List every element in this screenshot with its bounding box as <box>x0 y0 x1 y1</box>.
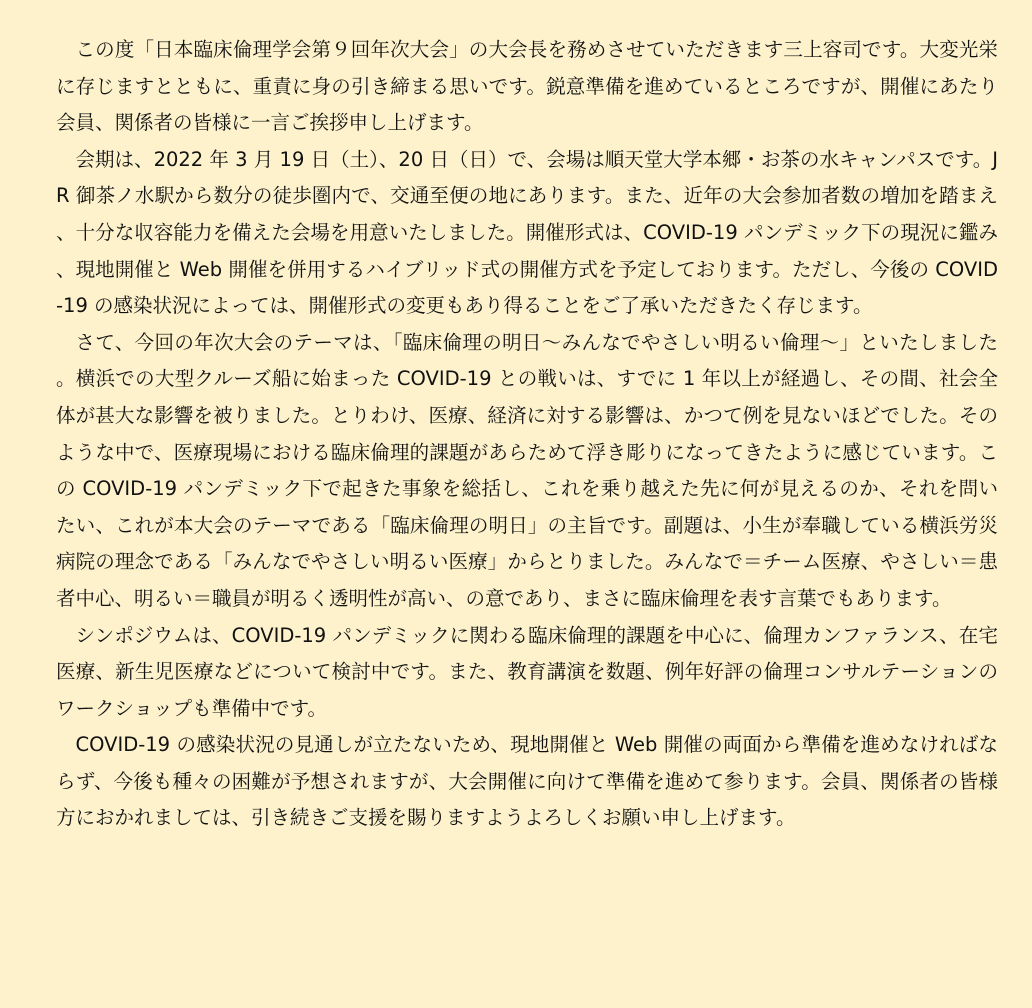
paragraph-closing: COVID-19 の感染状況の見通しが立たないため、現地開催と Web 開催の両面から準備を進めなければならず、今後も種々の困難が予想されますが、大会開催に向けて準備を進めて参ります。会員、関係者の皆様方におかれましては、引き続きご支援を賜りますようよろしくお願い申し上げます。 <box>56 733 999 830</box>
paragraph-schedule-venue: 会期は、2022 年 3 月 19 日（土）、20 日（日）で、会場は順天堂大学本郷・お茶の水キャンパスです。JR 御茶ノ水駅から数分の徒歩圏内で、交通至便の地にあります。また、近年の大会参加者数の増加を踏まえ、十分な収容能力を備えた会場を用意いたしました。開催形式は、COVID-19 パンデミック下の現況に鑑み、現地開催と Web 開催を併用するハイブリッド式の開催方式を予定しております。ただし、今後の COVID-19 の感染状況によっては、開催形式の変更もあり得ることをご了承いただきたく存じます。 <box>56 147 998 318</box>
paragraph-theme: さて、今回の年次大会のテーマは、「臨床倫理の明日〜みんなでやさしい明るい倫理〜」といたしました。横浜での大型クルーズ船に始まった COVID-19 との戦いは、すでに 1 年以上が経過し、その間、社会全体が甚大な影響を被りました。とりわけ、医療、経済に対する影響は、かつて例を見ないほどでした。そのような中で、医療現場における臨床倫理的課題があらためて浮き彫りになってきたように感じています。この COVID-19 パンデミック下で起きた事象を総括し、これを乗り越えた先に何が見えるのか、それを問いたい、これが本大会のテーマである「臨床倫理の明日」の主旨です。副題は、小生が奉職している横浜労災病院の理念である「みんなでやさしい明るい医療」からとりました。みんなで＝チーム医療、やさしい＝患者中心、明るい＝職員が明るく透明性が高い、の意であり、まさに臨床倫理を表す言葉でもあります。 <box>56 330 998 610</box>
paragraph-introduction: この度「日本臨床倫理学会第９回年次大会」の大会長を務めさせていただきます三上容司です。大変光栄に存じますとともに、重責に身の引き締まる思いです。鋭意準備を進めているところですが、開催にあたり会員、関係者の皆様に一言ご挨拶申し上げます。 <box>56 38 998 135</box>
paragraph-symposium: シンポジウムは、COVID-19 パンデミックに関わる臨床倫理的課題を中心に、倫理カンファランス、在宅医療、新生児医療などについて検討中です。また、教育講演を数題、例年好評の倫理コンサルテーションのワークショップも準備中です。 <box>56 623 998 720</box>
